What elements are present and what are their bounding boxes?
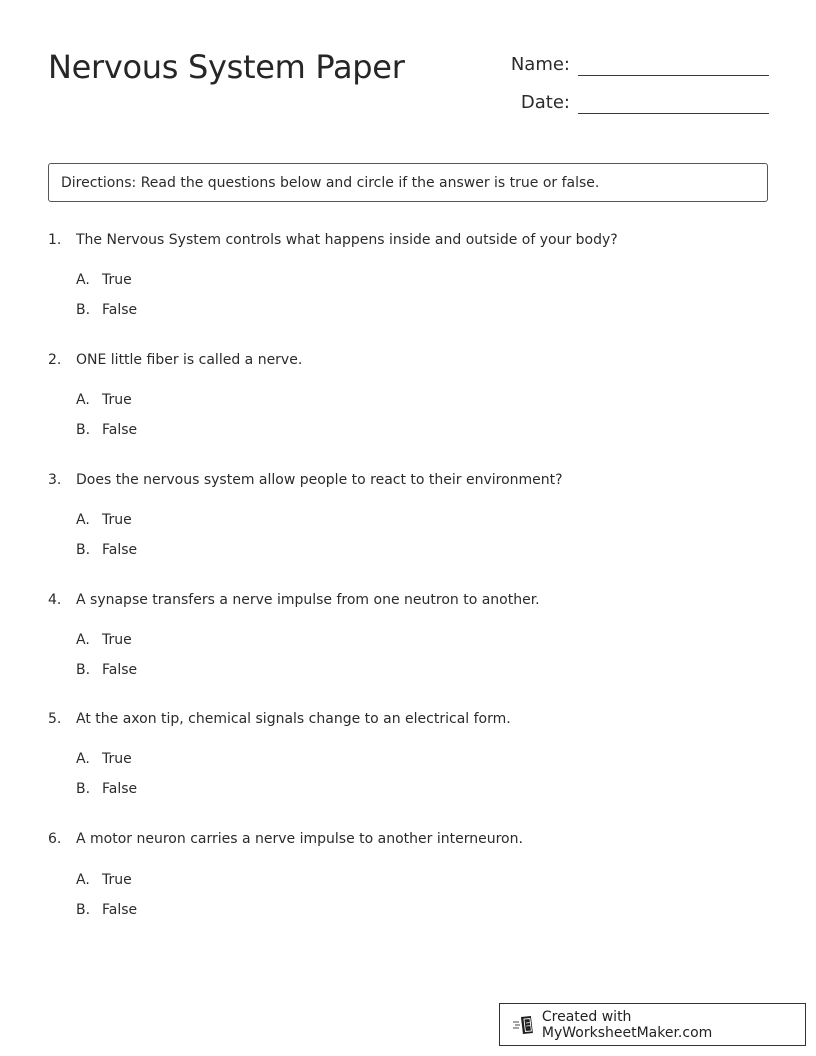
question-6 (48, 830, 768, 931)
directions-text: Directions: Read the questions below and circle if the answer is true or false. (61, 174, 600, 191)
question-number: 3. (48, 472, 62, 488)
question-3 (48, 471, 768, 571)
directions-box (48, 163, 768, 202)
question-text: A motor neuron carries a nerve impulse to another interneuron. (76, 831, 523, 847)
page-title: Nervous System Paper (48, 48, 405, 86)
question-number: 4. (48, 592, 62, 608)
question-text: Does the nervous system allow people to react to their environment? (76, 472, 563, 488)
question-1 (48, 231, 768, 331)
option-false[interactable]: B. False (76, 542, 138, 558)
option-false[interactable]: B. False (76, 781, 138, 797)
name-label: Name: (510, 54, 570, 75)
question-text: At the axon tip, chemical signals change to an electrical form. (76, 711, 511, 727)
question-number: 5. (48, 711, 62, 727)
option-true[interactable]: A. True (76, 392, 132, 408)
question-number: 1. (48, 232, 62, 248)
option-true[interactable]: A. True (76, 272, 132, 288)
name-line (578, 54, 769, 76)
option-false[interactable]: B. False (76, 302, 138, 318)
question-5 (48, 710, 768, 810)
option-false[interactable]: B. False (76, 662, 138, 678)
worksheet-maker-logo-icon (512, 1014, 536, 1036)
date-label: Date: (520, 92, 570, 113)
question-text: The Nervous System controls what happens inside and outside of your body? (76, 232, 618, 248)
question-text: ONE little fiber is called a nerve. (76, 352, 303, 368)
option-false[interactable]: B. False (76, 902, 138, 918)
option-true[interactable]: A. True (76, 632, 132, 648)
option-true[interactable]: A. True (76, 872, 132, 888)
option-true[interactable]: A. True (76, 512, 132, 528)
option-true[interactable]: A. True (76, 751, 132, 767)
question-2 (48, 351, 768, 451)
question-4 (48, 591, 768, 691)
question-text: A synapse transfers a nerve impulse from one neutron to another. (76, 592, 540, 608)
question-number: 6. (48, 831, 62, 847)
date-line (578, 92, 769, 114)
option-false[interactable]: B. False (76, 422, 138, 438)
date-field (480, 92, 769, 114)
question-number: 2. (48, 352, 62, 368)
footer-badge[interactable] (499, 1003, 806, 1046)
name-field (480, 54, 769, 76)
footer-text: Created with MyWorksheetMaker.com (541, 1008, 713, 1041)
